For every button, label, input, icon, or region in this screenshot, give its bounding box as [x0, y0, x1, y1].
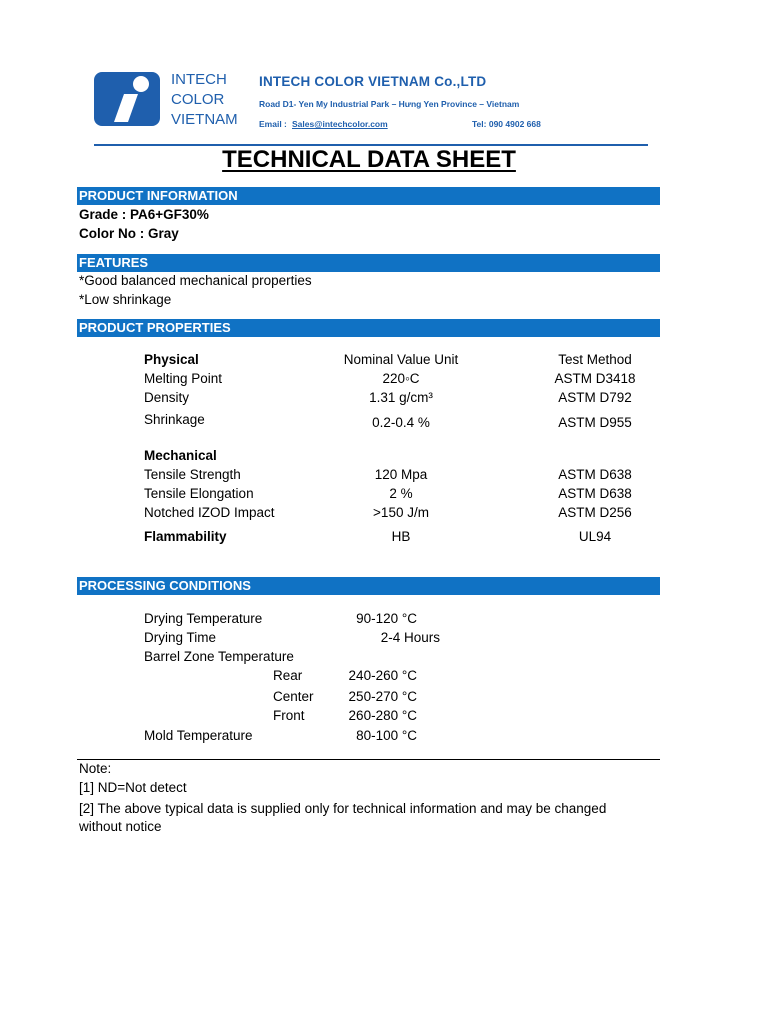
- flammability-label: Flammability: [144, 529, 227, 544]
- property-method: ASTM D256: [558, 505, 632, 520]
- property-method: ASTM D638: [558, 486, 632, 501]
- drying-time-value: 2-4 Hours: [380, 630, 440, 645]
- page-title-text: TECHNICAL DATA SHEET: [222, 146, 516, 173]
- mold-temperature-label: Mold Temperature: [144, 728, 253, 743]
- section-features: FEATURES: [77, 254, 660, 272]
- logo-i-icon: [94, 72, 160, 126]
- property-value: >150 J/m: [373, 505, 429, 520]
- note-item: [1] ND=Not detect: [79, 780, 187, 795]
- note-item: [2] The above typical data is supplied only for technical information and may be changed without notice: [79, 801, 607, 834]
- property-value: 220◦C: [382, 371, 420, 386]
- barrel-zone-label: Barrel Zone Temperature: [144, 649, 294, 664]
- column-physical: Physical: [144, 352, 199, 367]
- property-value: 2 %: [389, 486, 413, 501]
- flammability-method: UL94: [578, 529, 612, 544]
- logo-text-line-3: VIETNAM: [171, 111, 238, 128]
- mechanical-heading: Mechanical: [144, 448, 217, 463]
- company-email-label: Email :: [259, 119, 287, 129]
- property-name: Shrinkage: [144, 412, 205, 427]
- property-name: Melting Point: [144, 371, 223, 386]
- property-method: ASTM D3418: [554, 371, 636, 386]
- property-value: 1.31 g/cm³: [369, 390, 433, 405]
- drying-time-label: Drying Time: [144, 630, 217, 645]
- drying-temperature-value: 90-120 °C: [356, 611, 417, 626]
- property-method: ASTM D638: [558, 467, 632, 482]
- property-method: ASTM D792: [558, 390, 632, 405]
- company-name: INTECH COLOR VIETNAM Co.,LTD: [259, 74, 487, 89]
- property-method: ASTM D955: [558, 415, 632, 430]
- property-value: 0.2-0.4 %: [372, 415, 430, 430]
- zone-value: 240-260 °C: [348, 668, 417, 683]
- drying-temperature-label: Drying Temperature: [144, 611, 263, 626]
- logo-text-line-1: INTECH: [171, 71, 227, 88]
- product-grade: Grade : PA6+GF30%: [79, 207, 209, 222]
- section-product-information: PRODUCT INFORMATION: [77, 187, 660, 205]
- notes-divider: [77, 759, 660, 760]
- product-color: Color No : Gray: [79, 226, 179, 241]
- zone-value: 260-280 °C: [348, 708, 417, 723]
- logo-text-line-2: COLOR: [171, 91, 225, 108]
- zone-label: Center: [273, 689, 314, 704]
- flammability-value: HB: [391, 529, 411, 544]
- company-address: Road D1- Yen My Industrial Park – Hưng Yen Province – Vietnam: [259, 99, 520, 109]
- column-nominal-value: Nominal Value Unit: [343, 352, 459, 367]
- company-email[interactable]: Sales@intechcolor.com: [292, 119, 388, 129]
- property-value: 120 Mpa: [374, 467, 428, 482]
- section-product-properties: PRODUCT PROPERTIES: [77, 319, 660, 337]
- zone-label: Front: [273, 708, 305, 723]
- property-name: Tensile Elongation: [144, 486, 254, 501]
- section-processing-conditions: PROCESSING CONDITIONS: [77, 577, 660, 595]
- page-title: [0, 146, 738, 174]
- column-test-method: Test Method: [558, 352, 632, 367]
- company-logo: [94, 72, 160, 126]
- company-tel: Tel: 090 4902 668: [472, 119, 541, 129]
- zone-label: Rear: [273, 668, 303, 683]
- mold-temperature-value: 80-100 °C: [356, 728, 417, 743]
- property-name: Notched IZOD Impact: [144, 505, 275, 520]
- feature-item: *Good balanced mechanical properties: [79, 273, 312, 288]
- feature-item: *Low shrinkage: [79, 292, 172, 307]
- note-label: Note:: [79, 761, 112, 776]
- zone-value: 250-270 °C: [348, 689, 417, 704]
- property-name: Density: [144, 390, 190, 405]
- property-name: Tensile Strength: [144, 467, 241, 482]
